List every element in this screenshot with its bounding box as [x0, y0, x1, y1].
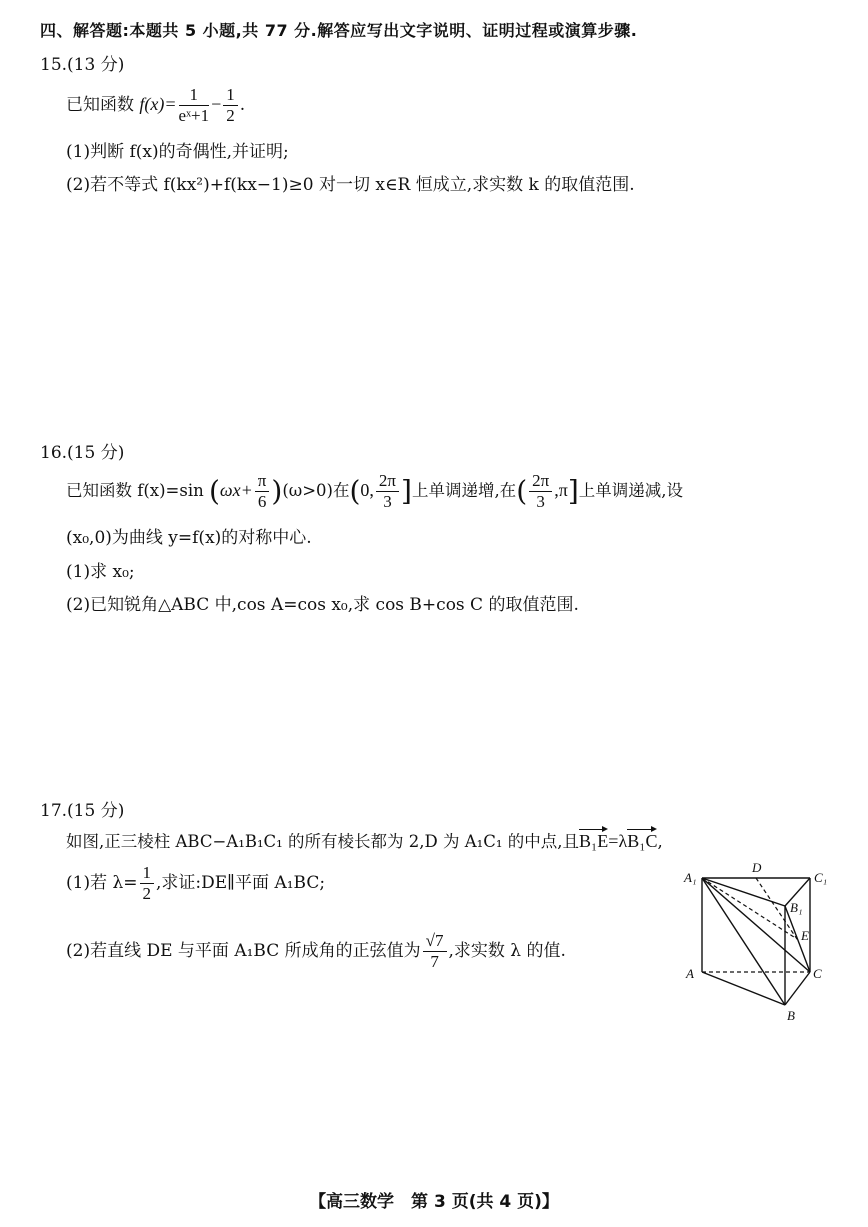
vector-b1c: B₁C	[627, 828, 657, 850]
edge-ab	[702, 972, 785, 1005]
label-a1: A₁	[684, 870, 697, 885]
segment-a1c	[702, 878, 810, 972]
q16-frac-pi6: $\frac{\pi}{6}$	[255, 472, 270, 511]
prism-figure	[680, 860, 840, 1030]
q17-frac-half: $\frac{1}{2}$	[140, 864, 155, 903]
segment-a1b	[702, 878, 785, 1005]
q16-part1: (1)求 x₀;	[66, 562, 135, 582]
vector-b1e: B₁E	[579, 828, 608, 850]
q17-part2: (2)若直线 DE 与平面 A₁BC 所成角的正弦值为 $\frac{√7}{7}$ ,求实数 λ 的值.	[66, 931, 566, 971]
q16-frac-2pi3-a: $\frac{2\pi}{3}$	[376, 472, 399, 511]
q15-stem-prefix: 已知函数	[66, 94, 134, 115]
q15-frac1: $\frac{1}{\text{eˣ+1}}$	[178, 85, 210, 125]
q16-stem-line1: 已知函数 f(x)=sin (ωx+ $\frac{\pi}{6}$ )(ω>0)在(0, $\frac{2\pi}{3}$ ]上单调递增,在( $\frac{2\pi}{3}$ ,π]上单调递减,设	[66, 471, 683, 511]
q15-part1: (1)判断 f(x)的奇偶性,并证明;	[66, 142, 289, 162]
q16-number: 16.(15 分)	[40, 443, 125, 463]
segment-a1e	[702, 878, 797, 939]
q16-part2: (2)已知锐角△ABC 中,cos A=cos x₀,求 cos B+cos C 的取值范围.	[66, 595, 579, 615]
q15-frac2: $\frac{1}{2}$	[223, 86, 238, 125]
q15-number: 15.(13 分)	[40, 55, 125, 75]
q17-stem: 如图,正三棱柱 ABC−A₁B₁C₁ 的所有棱长都为 2,D 为 A₁C₁ 的中点,且B₁E=λB₁C,	[66, 828, 663, 851]
label-c1: C₁	[814, 870, 828, 885]
label-c: C	[813, 966, 822, 981]
q17-frac-sqrt7: $\frac{√7}{7}$	[423, 932, 447, 971]
page-footer: 【高三数学 第 3 页(共 4 页)】	[309, 1192, 559, 1212]
label-a: A	[686, 966, 694, 981]
label-e: E	[801, 928, 809, 943]
q17-number: 17.(15 分)	[40, 801, 125, 821]
q16-stem-line2: (x₀,0)为曲线 y=f(x)的对称中心.	[66, 528, 312, 548]
label-d: D	[752, 860, 762, 875]
edge-bc	[785, 972, 810, 1005]
section-header: 四、解答题:本题共 5 小题,共 77 分.解答应写出文字说明、证明过程或演算步骤.	[40, 21, 638, 40]
label-b: B	[787, 1008, 795, 1023]
label-b1: B₁	[790, 900, 803, 915]
q15-stem: 已知函数 f(x)= $\frac{1}{\text{eˣ+1}}$ − $\frac{1}{2}$ .	[66, 85, 246, 125]
q17-part1: (1)若 λ= $\frac{1}{2}$ ,求证:DE∥平面 A₁BC;	[66, 863, 326, 903]
q16-frac-2pi3-b: $\frac{2\pi}{3}$	[529, 472, 552, 511]
q15-func: f(x)=	[139, 93, 177, 114]
q15-part2: (2)若不等式 f(kx²)+f(kx−1)≥0 对一切 x∈R 恒成立,求实数 k 的取值范围.	[66, 175, 635, 195]
